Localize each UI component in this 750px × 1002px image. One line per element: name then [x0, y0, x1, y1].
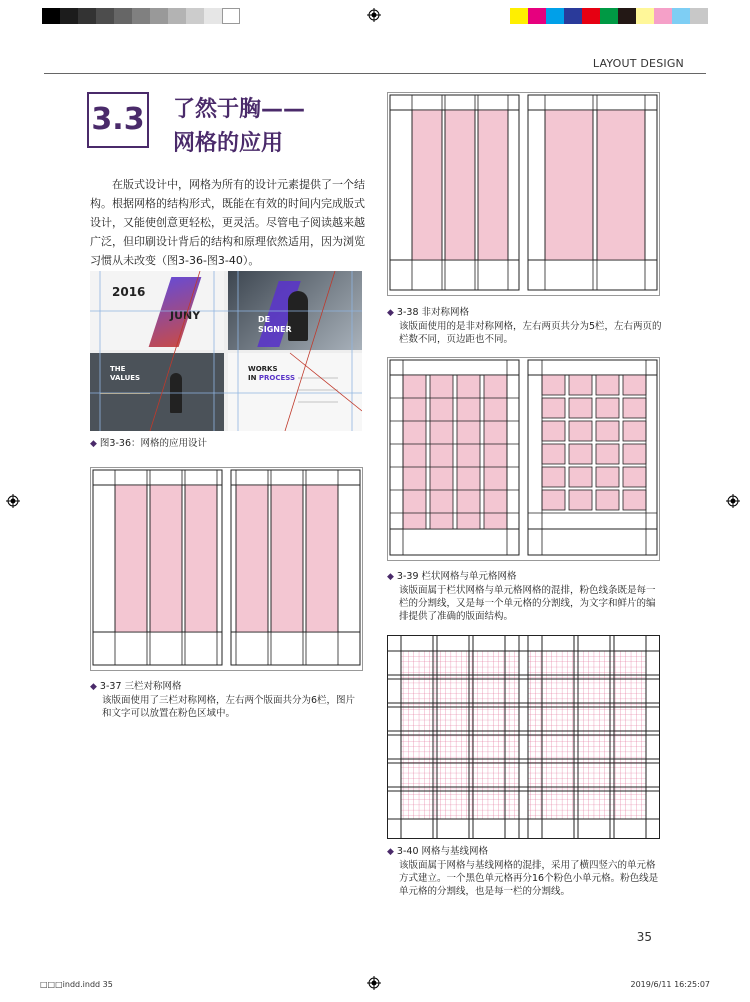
fig37-grid [90, 467, 363, 671]
fig36-caption: ◆ 图3-36：网格的应用设计 [90, 437, 207, 451]
fig39-caption: ◆ 3-39 栏状网格与单元格网格 该版面属于栏状网格与单元格网格的混排，粉色线条既是每一栏的分割线，又是每一个单元格的分割线，为文字和鲜片的编排提供了准确的版面结构。 [387, 570, 663, 623]
registration-mark-top-icon [367, 8, 381, 22]
page-number: 35 [636, 930, 652, 944]
header-rule [44, 73, 706, 74]
intro-paragraph: 在版式设计中，网格为所有的设计元素提供了一个结构。根据网格的结构形式，既能在有效的时间内完成版式设计，又能使创意更轻松，更灵活。尽管电子阅读越来越广泛，但印刷设计背后的结构和原理依然适用，因为浏览习惯从未改变（图3-36-图3-40）。 [90, 178, 365, 267]
fig40-caption: ◆ 3-40 网格与基线网格 该版面属于网格与基线网格的混排，采用了横四竖六的单元格方式建立。一个黑色单元格再分16个粉色小单元格。粉色线是单元格的分割线，也是每一栏的分割线。 [387, 845, 663, 898]
fig39-grid [387, 357, 660, 561]
section-title-line2: 网格的应用 [173, 131, 284, 156]
footer-file: □□□indd.indd 35 [40, 980, 113, 989]
fig36-designer-line1: DE [258, 315, 271, 324]
fig36-works-line3: PROCESS [258, 374, 296, 382]
section-title-line1: 了然于胸—— [173, 97, 306, 122]
header-tag: LAYOUT DESIGN [592, 57, 684, 70]
fig40-grid [387, 635, 660, 839]
registration-mark-right-icon [726, 494, 740, 508]
fig38-caption: ◆ 3-38 非对称网格 该版面使用的是非对称网格，左右两页共分为5栏，左右两页的栏数不同，页边距也不同。 [387, 306, 663, 346]
fig36-collage [90, 271, 362, 431]
fig36-works-line1: WORKS [248, 365, 278, 373]
cmyk-color-bar [510, 8, 708, 24]
fig36-values-line1: THE [110, 365, 126, 373]
fig37-caption: ◆ 3-37 三栏对称网格 该版面使用了三栏对称网格，左右两个版面共分为6栏，图片和文字可以放置在粉色区域中。 [90, 680, 362, 720]
fig36-values-line2: VALUES [110, 374, 141, 382]
footer-date: 2019/6/11 16:25:07 [630, 980, 710, 989]
registration-mark-bottom-icon [367, 976, 381, 990]
fig36-year: 2016 [112, 285, 146, 299]
fig36-name: JUNY [170, 309, 201, 322]
grayscale-color-bar [42, 8, 240, 24]
registration-mark-left-icon [6, 494, 20, 508]
fig38-grid [387, 92, 660, 296]
fig36-designer-line2: SIGNER [258, 325, 292, 334]
fig36-works-line2: IN [248, 374, 257, 382]
section-number: 3.3 [87, 92, 149, 148]
